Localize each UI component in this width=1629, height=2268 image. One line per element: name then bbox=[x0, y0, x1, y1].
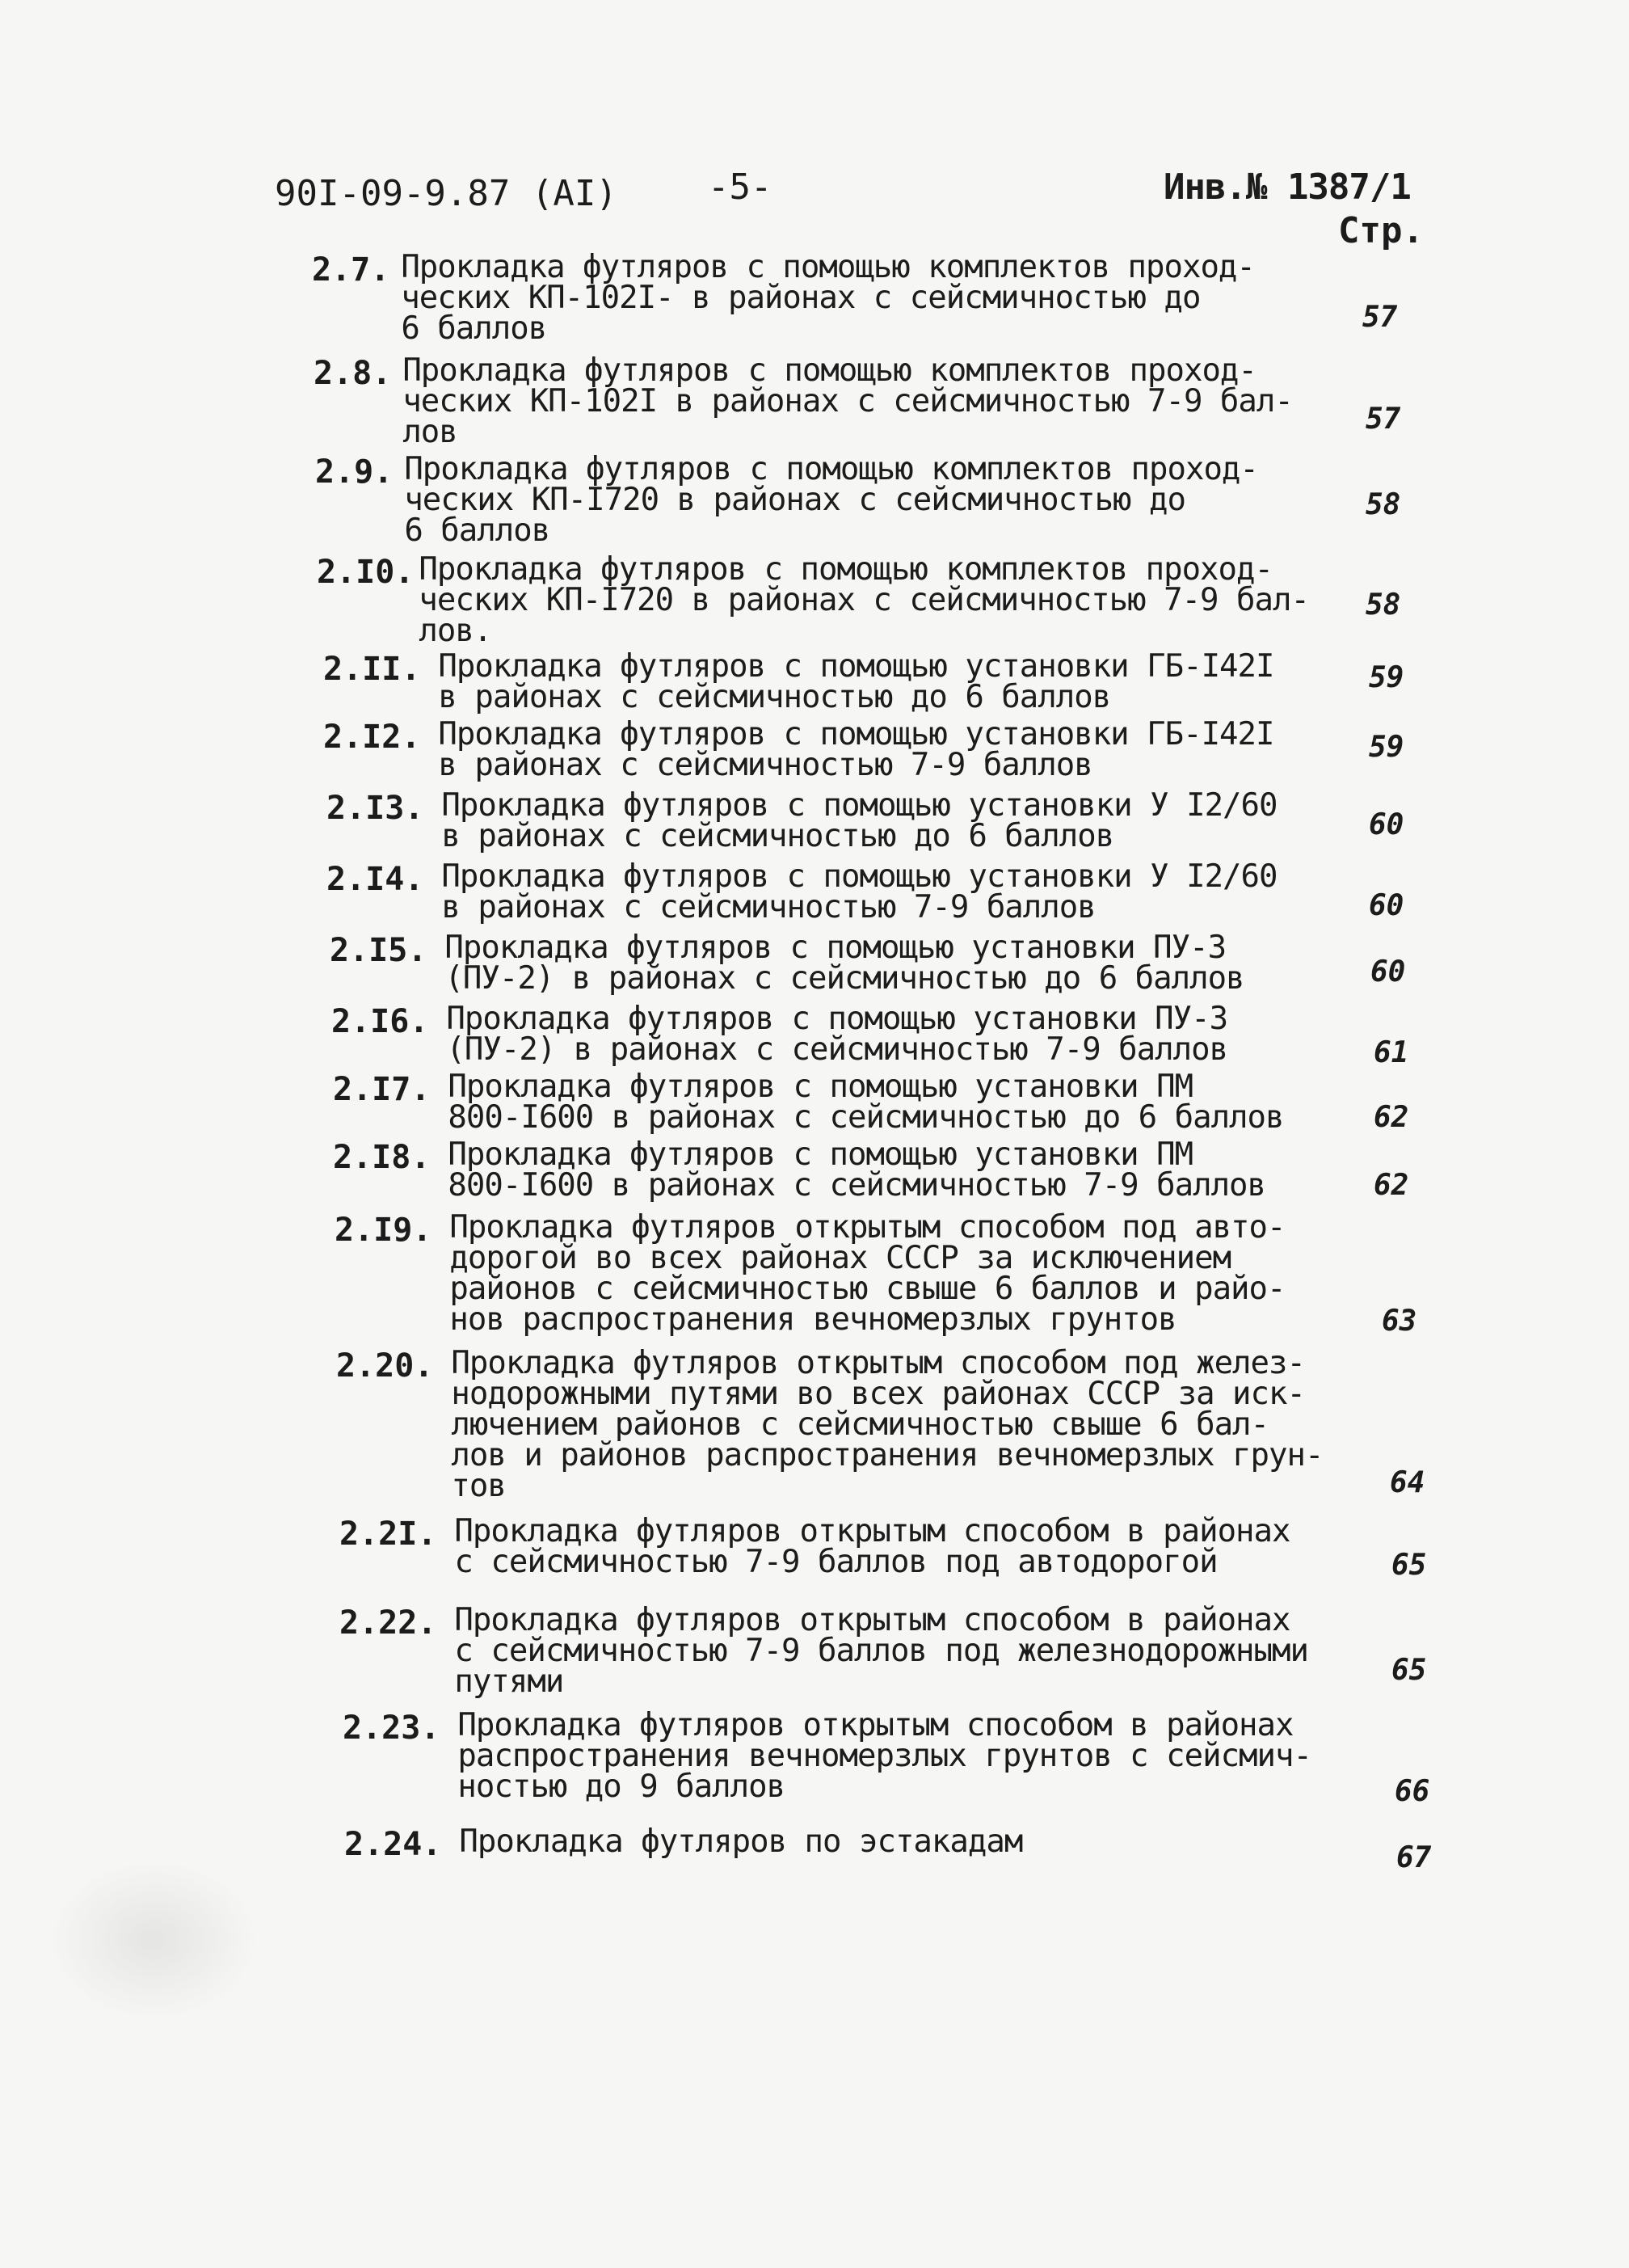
toc-entry-title bbox=[438, 716, 1274, 783]
toc-entry-title bbox=[448, 1136, 1266, 1204]
toc-entry-title-line: Прокладка футляров открытым способом под авто- bbox=[449, 1209, 1286, 1246]
toc-entry bbox=[323, 716, 1274, 783]
toc-entry bbox=[339, 1602, 1308, 1700]
toc-entry-page: 59 bbox=[1369, 731, 1404, 764]
toc-entry-page: 62 bbox=[1374, 1101, 1409, 1134]
toc-entry-number: 2.22. bbox=[339, 1604, 437, 1642]
toc-entry-page: 61 bbox=[1374, 1036, 1409, 1069]
toc-entry-page: 63 bbox=[1382, 1305, 1417, 1338]
toc-entry-page: 67 bbox=[1396, 1841, 1432, 1874]
document-code: 90I-09-9.87 (АI) bbox=[275, 173, 617, 214]
toc-entry-number: 2.I7. bbox=[333, 1071, 431, 1108]
toc-entry-title-line: районов с сейсмичностью свыше 6 баллов и райо- bbox=[449, 1271, 1286, 1307]
toc-entry bbox=[326, 787, 1278, 854]
inventory-number: Инв.№ 1387/1 bbox=[1164, 167, 1411, 208]
toc-entry-title-line: Прокладка футляров с помощью комплектов проход- bbox=[404, 451, 1258, 487]
toc-entry bbox=[344, 1823, 1023, 1863]
toc-entry-page: 65 bbox=[1391, 1654, 1427, 1687]
toc-entry bbox=[314, 352, 1293, 450]
toc-entry-number: 2.I8. bbox=[333, 1139, 431, 1176]
toc-entry-title-line: ческих КП-I720 в районах с сейсмичностью до bbox=[404, 482, 1185, 518]
toc-entry-title bbox=[457, 1707, 1311, 1805]
toc-entry-title bbox=[401, 249, 1255, 347]
toc-entry-title-line: 800-I600 в районах с сейсмичностью до 6 баллов bbox=[448, 1099, 1284, 1136]
toc-entry-title-line: дорогой во всех районах СССР за исключением bbox=[449, 1240, 1231, 1276]
toc-entry-page: 66 bbox=[1395, 1775, 1430, 1808]
toc-entry-title-line: Прокладка футляров открытым способом под желез- bbox=[451, 1345, 1305, 1381]
toc-entry-title-line: ческих КП-102I в районах с сейсмичностью 7-9 бал- bbox=[402, 383, 1293, 419]
toc-entry-title-line: Прокладка футляров открытым способом в районах bbox=[454, 1602, 1290, 1638]
toc-entry-number: 2.I4. bbox=[326, 861, 424, 898]
toc-entry-number: 2.23. bbox=[343, 1709, 440, 1747]
toc-entry-title bbox=[438, 648, 1274, 715]
toc-entry-title-line: в районах с сейсмичностью до 6 баллов bbox=[441, 818, 1114, 854]
toc-entry bbox=[312, 249, 1255, 347]
toc-entry bbox=[317, 551, 1309, 649]
toc-entry-page: 57 bbox=[1366, 403, 1401, 436]
toc-entry-title-line: Прокладка футляров с помощью комплектов проход- bbox=[419, 551, 1273, 588]
toc-entry-title-line: Прокладка футляров с помощью установки У I2/60 bbox=[441, 787, 1278, 824]
toc-entry-title-line: Прокладка футляров по эстакадам bbox=[459, 1823, 1023, 1860]
toc-entry-title-line: Прокладка футляров с помощью комплектов проход- bbox=[402, 352, 1256, 389]
toc-entry-title-line: ностью до 9 баллов bbox=[457, 1768, 785, 1805]
toc-entry-number: 2.2I. bbox=[339, 1516, 437, 1553]
toc-entry bbox=[330, 930, 1244, 997]
toc-entry-title-line: с сейсмичностью 7-9 баллов под автодорогой bbox=[454, 1544, 1218, 1580]
toc-entry-title-line: ческих КП-I720 в районах с сейсмичностью 7-9 бал- bbox=[419, 582, 1309, 618]
toc-entry-title-line: Прокладка футляров открытым способом в районах bbox=[454, 1513, 1290, 1549]
toc-entry bbox=[331, 1001, 1228, 1068]
toc-entry-number: 2.I9. bbox=[335, 1212, 432, 1249]
toc-entry bbox=[343, 1707, 1311, 1805]
toc-entry-title-line: с сейсмичностью 7-9 баллов под железнодорожными bbox=[454, 1633, 1308, 1669]
toc-entry-title bbox=[448, 1069, 1284, 1136]
toc-entry bbox=[333, 1069, 1284, 1136]
toc-entry-page: 64 bbox=[1390, 1466, 1425, 1499]
toc-entry-title-line: Прокладка футляров с помощью установки ПМ bbox=[448, 1069, 1193, 1105]
toc-entry-title-line: Прокладка футляров с помощью установки ПУ-3 bbox=[446, 1001, 1228, 1037]
toc-entry-title-line: (ПУ-2) в районах с сейсмичностью 7-9 баллов bbox=[446, 1031, 1228, 1068]
toc-entry-title-line: (ПУ-2) в районах с сейсмичностью до 6 баллов bbox=[444, 960, 1244, 997]
toc-entry-number: 2.II. bbox=[323, 651, 421, 688]
toc-entry-title-line: Прокладка футляров с помощью комплектов проход- bbox=[401, 249, 1255, 285]
toc-entry-title-line: Прокладка футляров с помощью установки ПМ bbox=[448, 1136, 1193, 1173]
toc-entry-page: 62 bbox=[1374, 1169, 1409, 1202]
toc-entry-title-line: в районах с сейсмичностью до 6 баллов bbox=[438, 679, 1111, 715]
toc-entry-title bbox=[444, 930, 1244, 997]
toc-entry-title-line: Прокладка футляров с помощью установки ПУ-3 bbox=[444, 930, 1227, 966]
toc-entry-page: 60 bbox=[1369, 808, 1404, 841]
toc-entry-title-line: в районах с сейсмичностью 7-9 баллов bbox=[438, 747, 1092, 783]
toc-entry-title bbox=[454, 1513, 1290, 1580]
page-column-label: Стр. bbox=[1338, 210, 1424, 251]
toc-entry-title-line: лючением районов с сейсмичностью свыше 6 бал- bbox=[451, 1406, 1269, 1443]
toc-entry-title-line: 6 баллов bbox=[404, 512, 550, 549]
toc-entry-title-line: 6 баллов bbox=[401, 310, 547, 347]
toc-entry-page: 58 bbox=[1366, 488, 1401, 521]
scan-smudge bbox=[48, 1859, 259, 2021]
toc-entry-title bbox=[441, 858, 1278, 925]
toc-entry-title bbox=[402, 352, 1293, 450]
toc-entry-page: 58 bbox=[1366, 588, 1401, 622]
toc-entry bbox=[323, 648, 1274, 715]
toc-entry-number: 2.I0. bbox=[317, 554, 415, 591]
toc-entry-title bbox=[446, 1001, 1228, 1068]
toc-entry-number: 2.I2. bbox=[323, 719, 421, 756]
toc-entry-number: 2.I3. bbox=[326, 790, 424, 827]
toc-entry-title bbox=[419, 551, 1309, 649]
toc-entry-number: 2.9. bbox=[315, 453, 394, 491]
toc-entry-title-line: ческих КП-102I- в районах с сейсмичностью до bbox=[401, 280, 1201, 316]
toc-entry-title-line: нов распространения вечномерзлых грунтов bbox=[449, 1301, 1176, 1338]
toc-entry-title bbox=[451, 1345, 1324, 1504]
toc-entry-title-line: распространения вечномерзлых грунтов с сейсмич- bbox=[457, 1738, 1311, 1774]
toc-entry-title bbox=[404, 451, 1258, 549]
toc-entry-number: 2.I5. bbox=[330, 932, 427, 969]
toc-entry-page: 57 bbox=[1362, 301, 1398, 334]
toc-entry bbox=[335, 1209, 1286, 1338]
toc-entry bbox=[333, 1136, 1266, 1204]
toc-entry-title-line: Прокладка футляров с помощью установки ГБ-I42I bbox=[438, 648, 1274, 685]
toc-entry-title-line: нодорожными путями во всех районах СССР за иск- bbox=[451, 1376, 1305, 1412]
toc-entry-number: 2.24. bbox=[344, 1826, 442, 1863]
toc-entry-title-line: путями bbox=[454, 1663, 564, 1700]
toc-entry-title-line: 800-I600 в районах с сейсмичностью 7-9 баллов bbox=[448, 1167, 1266, 1204]
page-number: -5- bbox=[708, 167, 772, 208]
toc-entry-page: 60 bbox=[1369, 889, 1404, 922]
toc-entry-number: 2.20. bbox=[336, 1347, 434, 1385]
toc-entry-number: 2.7. bbox=[312, 251, 390, 289]
toc-entry bbox=[326, 858, 1278, 925]
toc-entry-title bbox=[449, 1209, 1286, 1338]
toc-entry-number: 2.I6. bbox=[331, 1003, 429, 1040]
toc-entry-title bbox=[441, 787, 1278, 854]
toc-entry-title-line: лов bbox=[402, 414, 457, 450]
toc-entry-page: 59 bbox=[1369, 661, 1404, 694]
toc-entry-page: 60 bbox=[1370, 955, 1406, 989]
toc-entry bbox=[339, 1513, 1290, 1580]
toc-entry-title-line: тов bbox=[451, 1468, 506, 1504]
toc-entry-title bbox=[459, 1823, 1023, 1860]
toc-entry-page: 65 bbox=[1391, 1549, 1427, 1582]
toc-entry bbox=[336, 1345, 1324, 1504]
toc-entry-title-line: Прокладка футляров с помощью установки У I2/60 bbox=[441, 858, 1278, 895]
toc-entry-title-line: в районах с сейсмичностью 7-9 баллов bbox=[441, 889, 1096, 925]
toc-entry bbox=[315, 451, 1258, 549]
toc-entry-title-line: Прокладка футляров с помощью установки ГБ-I42I bbox=[438, 716, 1274, 752]
toc-entry-title-line: Прокладка футляров открытым способом в районах bbox=[457, 1707, 1294, 1743]
toc-entry-title-line: лов и районов распространения вечномерзлых грун- bbox=[451, 1437, 1324, 1473]
toc-entry-title bbox=[454, 1602, 1308, 1700]
toc-entry-title-line: лов. bbox=[419, 613, 492, 649]
toc-entry-number: 2.8. bbox=[314, 355, 392, 392]
